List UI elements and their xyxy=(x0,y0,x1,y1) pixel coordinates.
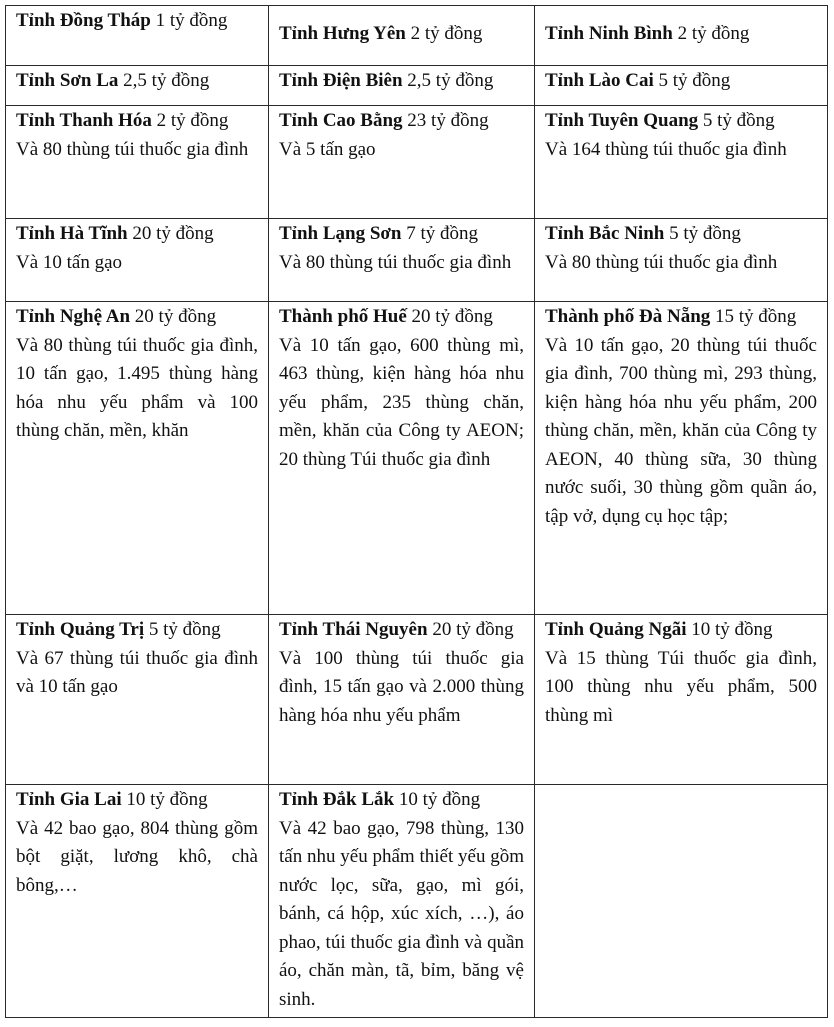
table-cell xyxy=(6,219,269,302)
amount-text: 20 tỷ đồng xyxy=(132,223,214,244)
amount-text: 2,5 tỷ đồng xyxy=(407,70,494,91)
table-cell xyxy=(269,106,535,219)
details-text: Và 5 tấn gạo xyxy=(279,138,376,160)
amount-text: 20 tỷ đồng xyxy=(432,619,514,640)
table-cell xyxy=(6,106,269,219)
amount-text: 1 tỷ đồng xyxy=(155,10,228,31)
table-cell xyxy=(535,615,828,785)
province-aid-table xyxy=(5,5,828,1018)
details-text: Và 80 thùng túi thuốc gia đình xyxy=(545,251,778,273)
amount-text: 2 tỷ đồng xyxy=(677,23,750,45)
empty-cell xyxy=(535,785,828,1018)
details-text: Và 10 tấn gạo, 20 thùng túi thuốc gia đình, 700 thùng mì, 293 thùng, kiện hàng hóa nhu yếu phẩm, 200 thùng chăn, mền, khăn của Công ty AEON, 40 thùng sữa, 30 thùng nước suối, 30 thùng gồm quần áo, tập vở, dụng cụ học tập; xyxy=(545,334,817,527)
table-cell xyxy=(6,6,269,66)
amount-text: 2,5 tỷ đồng xyxy=(123,70,210,91)
province-name: Tỉnh Cao Bằng xyxy=(279,110,403,131)
table-row xyxy=(6,66,828,106)
amount-text: 10 tỷ đồng xyxy=(398,789,481,810)
province-name: Tỉnh Quảng Ngãi xyxy=(545,619,687,640)
details-text: Và 42 bao gạo, 804 thùng gồm bột giặt, lương khô, chà bông,… xyxy=(16,817,258,896)
table-row xyxy=(6,106,828,219)
table-cell xyxy=(6,66,269,106)
province-name: Tỉnh Nghệ An xyxy=(16,306,131,327)
province-name: Tỉnh Đồng Tháp xyxy=(16,10,151,31)
province-name: Tỉnh Lạng Sơn xyxy=(279,223,402,244)
province-name: Tỉnh Tuyên Quang xyxy=(545,110,699,131)
province-name: Tỉnh Gia Lai xyxy=(16,789,122,810)
details-text: Và 80 thùng túi thuốc gia đình, 10 tấn gạo, 1.495 thùng hàng hóa nhu yếu phẩm và 100 thùng chăn, mền, khăn xyxy=(16,334,258,441)
amount-text: 7 tỷ đồng xyxy=(406,223,479,244)
details-text: Và 164 thùng túi thuốc gia đình xyxy=(545,138,787,160)
amount-text: 15 tỷ đồng xyxy=(715,306,797,327)
province-name: Tỉnh Bắc Ninh xyxy=(545,223,665,244)
province-name: Tỉnh Sơn La xyxy=(16,70,119,91)
details-text: Và 42 bao gạo, 798 thùng, 130 tấn nhu yếu phẩm thiết yếu gồm nước lọc, sữa, gạo, mì gói, bánh, cá hộp, xúc xích, …), áo phao, túi thuốc gia đình và quần áo, chăn màn, tã, bỉm, băng vệ sinh. xyxy=(279,817,524,1010)
table-row xyxy=(6,6,828,66)
province-name: Tỉnh Hà Tĩnh xyxy=(16,223,128,244)
table-cell xyxy=(6,785,269,1018)
table-row xyxy=(6,302,828,615)
table-cell xyxy=(6,615,269,785)
details-text: Và 67 thùng túi thuốc gia đình và 10 tấn gạo xyxy=(16,647,258,697)
amount-text: 20 tỷ đồng xyxy=(411,306,493,327)
amount-text: 2 tỷ đồng xyxy=(410,23,483,45)
table-row xyxy=(6,785,828,1018)
table-cell xyxy=(535,66,828,106)
amount-text: 10 tỷ đồng xyxy=(691,619,773,640)
table-cell xyxy=(269,6,535,66)
table-cell xyxy=(535,6,828,66)
table-row xyxy=(6,615,828,785)
details-text: Và 80 thùng túi thuốc gia đình xyxy=(16,138,249,160)
amount-text: 5 tỷ đồng xyxy=(702,110,775,131)
details-text: Và 80 thùng túi thuốc gia đình xyxy=(279,251,512,273)
amount-text: 5 tỷ đồng xyxy=(669,223,741,244)
province-name: Thành phố Đà Nẵng xyxy=(545,306,711,327)
province-name: Tỉnh Hưng Yên xyxy=(279,23,406,45)
province-name: Tỉnh Đắk Lắk xyxy=(279,789,395,810)
amount-text: 20 tỷ đồng xyxy=(134,306,217,327)
amount-text: 5 tỷ đồng xyxy=(658,70,731,91)
province-name: Thành phố Huế xyxy=(279,306,407,327)
amount-text: 23 tỷ đồng xyxy=(407,110,489,131)
table-cell xyxy=(535,219,828,302)
table-cell xyxy=(269,219,535,302)
province-name: Tỉnh Thái Nguyên xyxy=(279,619,428,640)
details-text: Và 10 tấn gạo xyxy=(16,251,123,273)
province-name: Tỉnh Lào Cai xyxy=(545,70,654,91)
amount-text: 10 tỷ đồng xyxy=(126,789,208,810)
table-cell xyxy=(6,302,269,615)
amount-text: 5 tỷ đồng xyxy=(148,619,221,640)
table-cell xyxy=(535,106,828,219)
details-text: Và 15 thùng Túi thuốc gia đình, 100 thùng nhu yếu phẩm, 500 thùng mì xyxy=(545,647,817,726)
details-text: Và 10 tấn gạo, 600 thùng mì, 463 thùng, kiện hàng hóa nhu yếu phẩm, 235 thùng chăn, mền, khăn của Công ty AEON; 20 thùng Túi thuốc gia đình xyxy=(279,334,524,470)
details-text: Và 100 thùng túi thuốc gia đình, 15 tấn gạo và 2.000 thùng hàng hóa nhu yếu phẩm xyxy=(279,647,524,726)
table-cell xyxy=(269,302,535,615)
province-name: Tỉnh Ninh Bình xyxy=(545,23,673,45)
province-name: Tỉnh Quảng Trị xyxy=(16,619,145,640)
table-row xyxy=(6,219,828,302)
table-cell xyxy=(269,66,535,106)
table-cell xyxy=(269,785,535,1018)
table-cell xyxy=(535,302,828,615)
table-cell xyxy=(269,615,535,785)
province-name: Tỉnh Thanh Hóa xyxy=(16,110,152,131)
amount-text: 2 tỷ đồng xyxy=(156,110,229,131)
province-name: Tỉnh Điện Biên xyxy=(279,70,403,91)
